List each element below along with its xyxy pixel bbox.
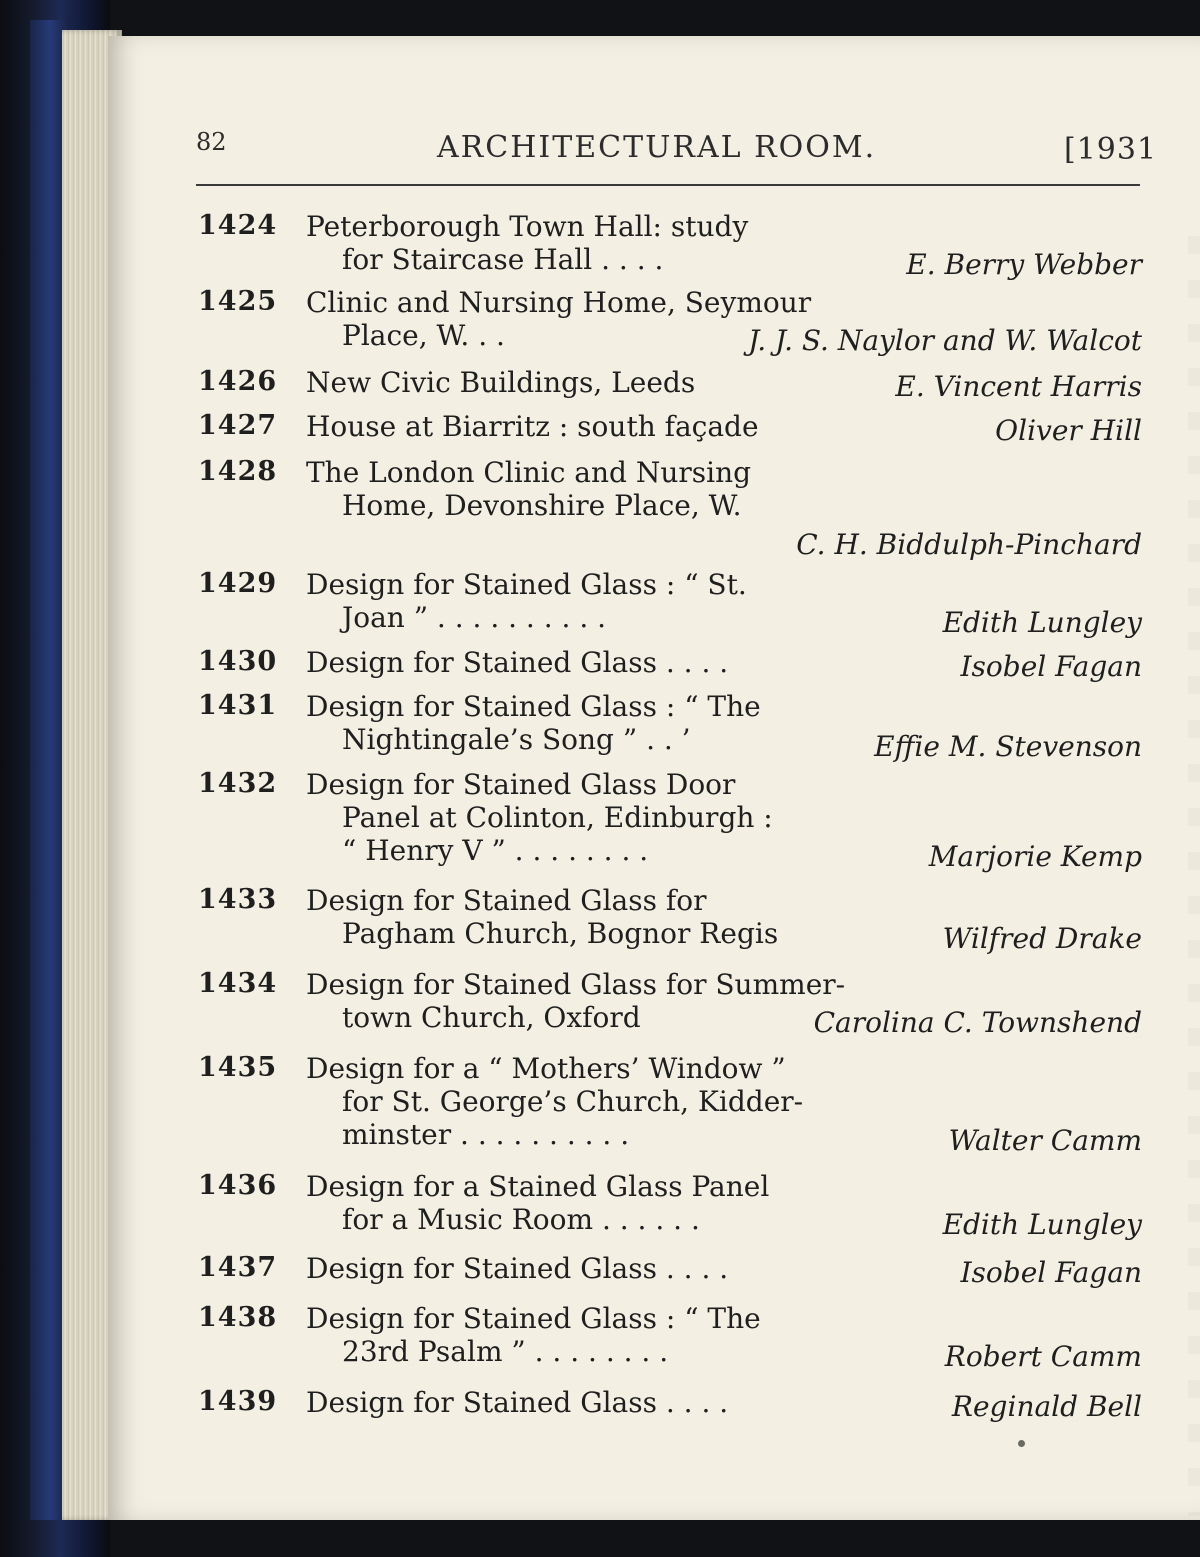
entry-number: 1431 — [198, 690, 278, 721]
entry-title-line: Joan ” . . . . . . . . . . — [342, 601, 607, 634]
entry-title-line: Peterborough Town Hall: study — [306, 210, 749, 243]
entry-title-line: for Staircase Hall . . . . — [342, 243, 664, 276]
entry-author: Isobel Fagan — [960, 1256, 1142, 1289]
entry-number: 1426 — [198, 366, 278, 397]
entry-title — [306, 690, 854, 756]
entry-author: E. Berry Webber — [906, 248, 1142, 281]
entry-title-line: for a Music Room . . . . . . — [342, 1203, 700, 1236]
entry-author: Robert Camm — [944, 1340, 1142, 1373]
entry-title — [306, 1252, 854, 1285]
entry-author: Effie M. Stevenson — [874, 730, 1142, 763]
entry-number: 1436 — [198, 1170, 278, 1201]
entry-title — [306, 568, 854, 634]
entry-title-line: Design for Stained Glass : “ St. — [306, 568, 747, 601]
entry-author: E. Vincent Harris — [895, 370, 1142, 403]
entry-title-line: Design for Stained Glass : “ The — [306, 690, 761, 723]
entry-number: 1432 — [198, 768, 278, 799]
entry-number: 1434 — [198, 968, 278, 999]
entry-title-line: Design for Stained Glass for Summer- — [306, 968, 846, 1001]
entry-author: Wilfred Drake — [942, 922, 1142, 955]
entry-author: C. H. Biddulph-Pinchard — [796, 528, 1142, 561]
ink-spot — [1018, 1440, 1025, 1447]
entry-author: Carolina C. Townshend — [813, 1006, 1142, 1039]
entry-number: 1430 — [198, 646, 278, 677]
entry-title-line: for St. George’s Church, Kidder- — [342, 1085, 804, 1118]
entry-author: Isobel Fagan — [960, 650, 1142, 683]
entry-author: Reginald Bell — [951, 1390, 1142, 1423]
entry-title-line: Design for Stained Glass . . . . — [306, 646, 729, 679]
entry-title-line: Place, W. . . — [342, 319, 505, 352]
entry-title-line: Clinic and Nursing Home, Seymour — [306, 286, 812, 319]
entry-number: 1433 — [198, 884, 278, 915]
entry-title — [306, 884, 854, 950]
entry-title-line: Design for Stained Glass for — [306, 884, 707, 917]
entry-title-line: Panel at Colinton, Edinburgh : — [342, 801, 773, 834]
year-label: [1931 — [1064, 132, 1158, 167]
entry-title-line: Design for Stained Glass . . . . — [306, 1386, 729, 1419]
entry-title — [306, 456, 854, 522]
entry-title-line: 23rd Psalm ” . . . . . . . . — [342, 1335, 669, 1368]
entry-number: 1424 — [198, 210, 278, 241]
entry-title-line: town Church, Oxford — [342, 1001, 641, 1034]
entry-number: 1437 — [198, 1252, 278, 1283]
entry-title-line: House at Biarritz : south façade — [306, 410, 759, 443]
entry-title-line: Design for a “ Mothers’ Window ” — [306, 1052, 786, 1085]
entry-number: 1429 — [198, 568, 278, 599]
entry-number: 1435 — [198, 1052, 278, 1083]
entry-title — [306, 1386, 854, 1419]
entry-title — [306, 1052, 854, 1151]
entry-title-line: “ Henry V ” . . . . . . . . — [342, 834, 649, 867]
entry-title — [306, 210, 854, 276]
entry-title-line: Design for Stained Glass Door — [306, 768, 736, 801]
entry-author: Edith Lungley — [942, 1208, 1142, 1241]
entry-number: 1427 — [198, 410, 278, 441]
entry-number: 1438 — [198, 1302, 278, 1333]
entry-title — [306, 366, 854, 399]
entry-title-line: The London Clinic and Nursing — [306, 456, 752, 489]
entry-number: 1428 — [198, 456, 278, 487]
entry-title — [306, 646, 854, 679]
page-number: 82 — [196, 128, 227, 156]
entry-author: Marjorie Kemp — [928, 840, 1142, 873]
entry-title-line: Pagham Church, Bognor Regis — [342, 917, 779, 950]
entry-author: Oliver Hill — [995, 414, 1142, 447]
entry-title-line: Nightingale’s Song ” . . ’ — [342, 723, 691, 756]
entry-title-line: Home, Devonshire Place, W. — [342, 489, 742, 522]
entry-author: Edith Lungley — [942, 606, 1142, 639]
entry-title — [306, 1170, 854, 1236]
entry-title-line: New Civic Buildings, Leeds — [306, 366, 696, 399]
entry-title-line: minster . . . . . . . . . . — [342, 1118, 630, 1151]
entry-title-line: Design for a Stained Glass Panel — [306, 1170, 770, 1203]
entry-title — [306, 1302, 854, 1368]
entry-title — [306, 768, 854, 867]
entry-title-line: Design for Stained Glass : “ The — [306, 1302, 761, 1335]
entry-number: 1425 — [198, 286, 278, 317]
entry-author: J. J. S. Naylor and W. Walcot — [748, 324, 1142, 357]
entry-title — [306, 410, 854, 443]
entry-title-line: Design for Stained Glass . . . . — [306, 1252, 729, 1285]
running-title: ARCHITECTURAL ROOM. — [437, 130, 877, 165]
entry-number: 1439 — [198, 1386, 278, 1417]
entry-author: Walter Camm — [948, 1124, 1142, 1157]
